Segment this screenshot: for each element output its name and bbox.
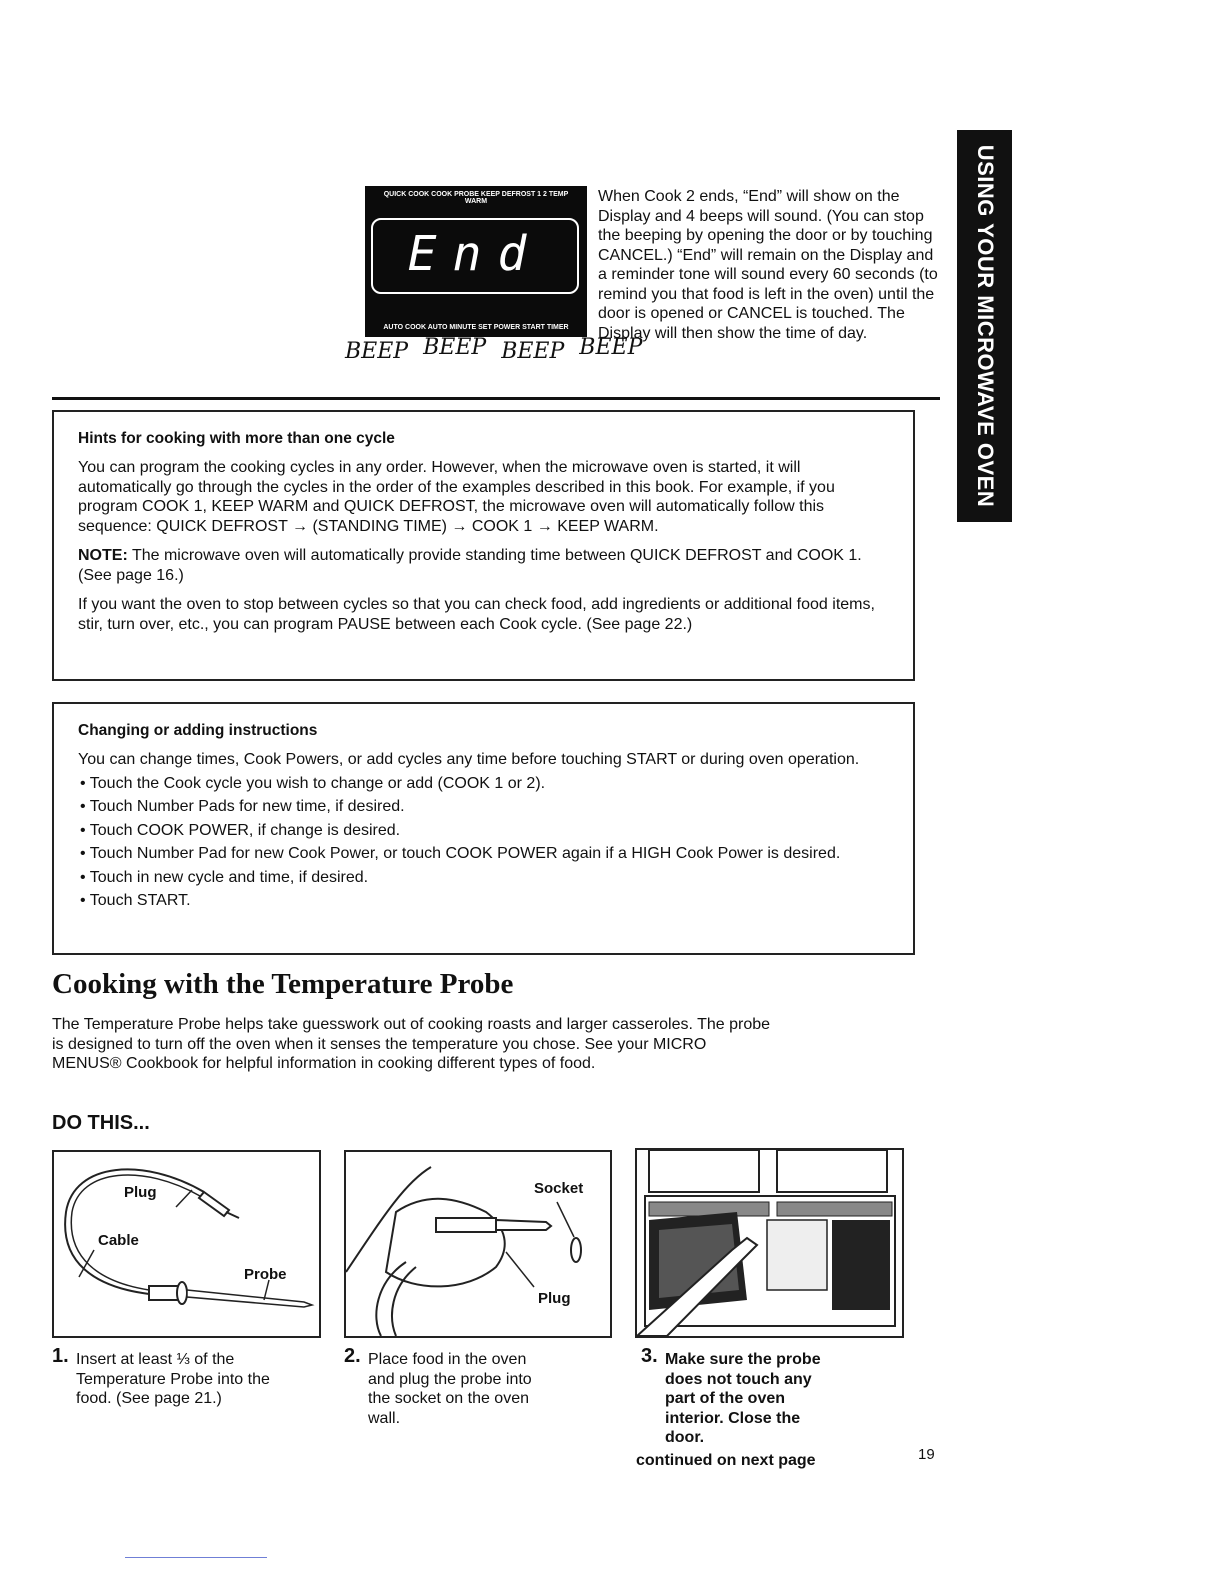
list-item: • Touch the Cook cycle you wish to change or add (COOK 1 or 2). — [78, 774, 889, 794]
plug-label: Plug — [124, 1184, 157, 1201]
note-label: NOTE: — [78, 547, 128, 564]
step-3 — [641, 1345, 861, 1450]
display-bottom-labels: AUTO COOK AUTO MINUTE SET POWER START TIMER — [383, 324, 569, 331]
probe-label: Probe — [244, 1266, 287, 1283]
hints-paragraph-3: If you want the oven to stop between cycles so that you can check food, add ingredients or additional food items, stir, turn over, etc., you can program PAUSE between each Cook cycle. (See page 22.) — [78, 596, 875, 633]
cable-label: Cable — [98, 1232, 139, 1249]
probe-intro-paragraph: The Temperature Probe helps take guesswork out of cooking roasts and larger casseroles. The probe is designed to turn off the oven when it senses the temperature you chose. See your MICRO MENUS® Cookbook for helpful information in cooking different types of food. — [52, 1016, 771, 1072]
socket-label: Socket — [534, 1180, 584, 1197]
oven-door-drawing — [637, 1150, 902, 1336]
beep-word: BEEP — [501, 339, 565, 364]
changing-title: Changing or adding instructions — [78, 722, 318, 739]
step-text: Place food in the oven and plug the probe into the socket on the oven wall. — [368, 1351, 532, 1427]
hints-title: Hints for cooking with more than one cycle — [78, 430, 395, 447]
changing-instructions-box — [52, 702, 915, 955]
hints-note — [78, 546, 889, 585]
list-item: • Touch in new cycle and time, if desired. — [78, 868, 889, 888]
step-number: 1. — [52, 1345, 69, 1367]
list-item: • Touch Number Pad for new Cook Power, or touch COOK POWER again if a HIGH Cook Power is desired. — [78, 844, 889, 864]
section-title: Cooking with the Temperature Probe — [52, 968, 514, 1000]
beep-word: BEEP — [579, 335, 643, 360]
changing-intro: You can change times, Cook Powers, or add cycles any time before touching START or during oven operation. — [78, 751, 860, 768]
step-2 — [344, 1345, 544, 1450]
step-number: 2. — [344, 1345, 361, 1367]
plugging-probe-figure — [344, 1150, 612, 1338]
footer-line — [125, 1557, 267, 1558]
note-text: The microwave oven will automatically provide standing time between QUICK DEFROST and COOK 1. (See page 16.) — [78, 547, 862, 584]
page-number: 19 — [918, 1446, 935, 1463]
step-number: 3. — [641, 1345, 658, 1367]
changing-list — [78, 774, 889, 911]
plug-label: Plug — [538, 1290, 571, 1307]
step-1 — [52, 1345, 322, 1430]
display-screen — [371, 218, 579, 294]
beep-word: BEEP — [423, 335, 487, 360]
probe-figure — [52, 1150, 321, 1338]
oven-display-illustration — [365, 186, 587, 337]
beep-word: BEEP — [345, 339, 409, 364]
hints-box — [52, 410, 915, 681]
list-item: • Touch Number Pads for new time, if desired. — [78, 797, 889, 817]
side-tab-label: USING YOUR MICROWAVE OVEN — [972, 144, 998, 508]
oven-door-figure — [635, 1148, 904, 1338]
list-item: • Touch START. — [78, 891, 889, 911]
horizontal-rule — [52, 397, 940, 400]
list-item: • Touch COOK POWER, if change is desired. — [78, 821, 889, 841]
step-text: Insert at least ⅓ of the Temperature Probe into the food. (See page 21.) — [76, 1351, 270, 1407]
cook2-end-paragraph: When Cook 2 ends, “End” will show on the Display and 4 beeps will sound. (You can stop the beeping by opening the door or by touching CANCEL.) “End” will remain on the Display and a reminder tone will sound every 60 seconds (to remind you that food is left in the oven) until the door is opened or CANCEL is touched. The Display will then show the time of day. — [598, 188, 938, 342]
continued-note: continued on next page — [636, 1452, 816, 1469]
section-side-tab — [957, 130, 1012, 522]
do-this-heading: DO THIS... — [52, 1112, 150, 1134]
display-top-labels: QUICK COOK COOK PROBE KEEP DEFROST 1 2 TEMP WARM — [383, 191, 569, 205]
step-text: Make sure the probe does not touch any part of the oven interior. Close the door. — [665, 1351, 821, 1446]
probe-drawing — [54, 1152, 319, 1336]
display-readout: End — [407, 226, 543, 282]
hints-paragraph-1: You can program the cooking cycles in any order. However, when the microwave oven is started, it will automatically go through the cycles in the order of the examples described in this book. For example, if you program COOK 1, KEEP WARM and QUICK DEFROST, the microwave oven will automatically follow this sequence: QUICK DEFROST → (STANDING TIME) → COOK 1 → KEEP WARM. — [78, 459, 835, 535]
